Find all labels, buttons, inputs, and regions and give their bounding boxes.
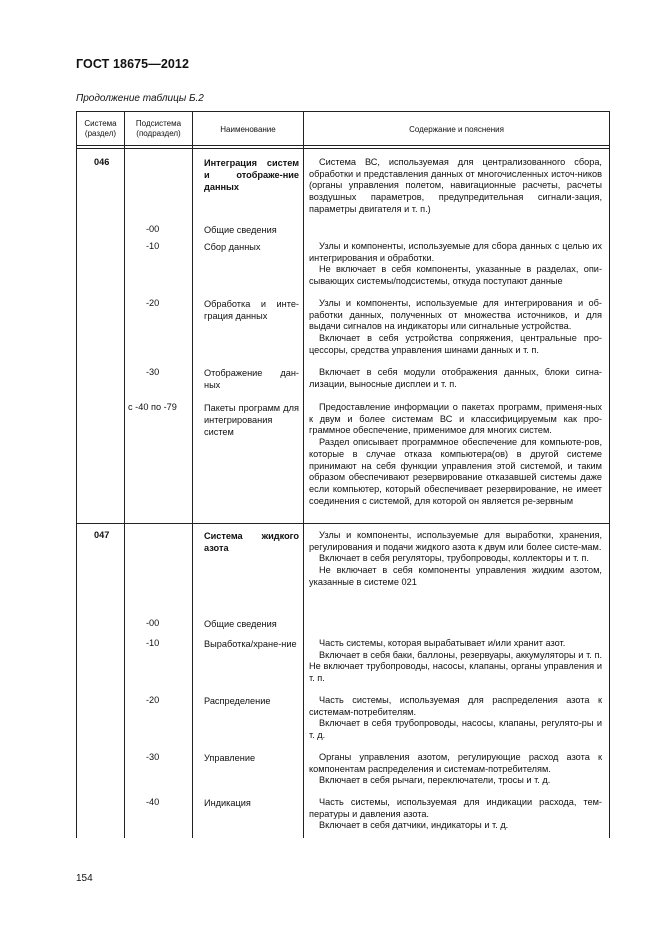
row-content: [309, 638, 602, 685]
content-paragraph: Система ВС, используемая для централизованного сбора, обработки и представления данных от многочисленных источ-ников (органы управления полетом, навигационные расчеты, расчеты воздушных параметров, предупредительная сигнали-зация, параметры двигателя и т. п.): [309, 157, 602, 214]
row-content: [309, 241, 602, 288]
row-name: Выработка/хране-ние: [204, 639, 297, 649]
subsystem-code: -20: [146, 298, 160, 308]
subsystem-code: -40: [146, 797, 160, 807]
content-paragraph: Часть системы, которая вырабатывает и/или хранит азот.: [319, 638, 566, 648]
document-title: ГОСТ 18675—2012: [76, 57, 190, 71]
subsystem-code: -10: [146, 241, 160, 251]
row-content: [309, 298, 602, 357]
subsystem-code: -30: [146, 752, 160, 762]
content-paragraph: Узлы и компоненты, используемые для интегрирования и об-работки данных, полученных от множества источников, и для выдачи сигналов на индикаторы или сигнальные устройства.: [309, 298, 602, 332]
header-content: Содержание и пояснения: [409, 125, 504, 134]
row-content: [309, 695, 602, 742]
subsystem-code: -10: [146, 638, 160, 648]
page-number: 154: [76, 873, 93, 884]
content-paragraph: Не включает в себя компоненты, указанные в разделах, опи-сывающих системы/подсистемы, откуда поступают данные: [309, 264, 602, 287]
content-paragraph: Предоставление информации о пакетах программ, применя-ных к двум и более системам ВС и классифицируемым как про-граммное обеспечение, применимое для многих систем.: [309, 402, 602, 436]
subsystem-code: с -40 по -79: [128, 402, 177, 412]
row-name: Распределение: [204, 696, 271, 706]
content-paragraph: Узлы и компоненты, используемые для выработки, хранения, регулирования и подачи жидкого азота к двум или более систе-мам.: [309, 530, 602, 552]
system-code: 046: [94, 157, 110, 167]
content-paragraph: Включает в себя регуляторы, трубопроводы, коллекторы и т. п.: [319, 553, 589, 564]
content-paragraph: Включает в себя устройства сопряжения, центральные про-цессоры, средства управления шинами данных и т. п.: [309, 333, 602, 355]
row-content: [309, 402, 602, 507]
row-name: Сбор данных: [204, 242, 261, 252]
content-paragraph: Часть системы, используемая для распределения азота к системам-потребителям.: [309, 695, 602, 717]
row-name: Индикация: [204, 798, 251, 808]
row-name: Отображение дан-ных: [204, 368, 299, 390]
content-paragraph: Включает в себя баки, баллоны, резервуары, аккумуляторы и т. п. Не включает трубопроводы, насосы, клапаны, органы управления и т. п.: [309, 649, 602, 684]
row-name: Обработка и инте-грация данных: [204, 299, 299, 321]
content-paragraph: Включает в себя модули отображения данных, блоки сигна-лизации, выносные дисплеи и т. п.: [309, 367, 602, 389]
content-paragraph: Включает в себя датчики, индикаторы и т. д.: [319, 820, 509, 831]
content-paragraph: Органы управления азотом, регулирующие расход азота к компонентам распределения и системам-потребителям.: [309, 752, 602, 774]
row-name: Интеграция систем и отображе-ние данных: [204, 158, 299, 192]
content-paragraph: Часть системы, используемая для индикации расхода, тем-пературы и давления азота.: [309, 797, 602, 819]
content-paragraph: Раздел описывает программное обеспечение для компьюте-ров, которые в случае отказа компьютера(ов) в другой системе принимают на себя функции управления этой системой, и таким образом обеспечивают резервирование отказавшей системы даже если компьютер, который обеспечивает резервирование, не имеет соединения с системой, для которой он является ре-зервным: [309, 437, 602, 506]
row-content: [309, 367, 602, 390]
row-name: Общие сведения: [204, 225, 277, 235]
header-system: Система (раздел): [84, 119, 117, 138]
system-code: 047: [94, 530, 110, 540]
header-subsystem: Подсистема (подраздел): [135, 119, 182, 138]
subsystem-code: -20: [146, 695, 160, 705]
row-name: Общие сведения: [204, 619, 277, 629]
header-name: Наименование: [220, 125, 276, 134]
content-paragraph: Включает в себя трубопроводы, насосы, клапаны, регулято-ры и т. д.: [309, 718, 602, 741]
row-content: [309, 157, 602, 216]
row-content: [309, 752, 602, 787]
row-name: Система жидкого азота: [204, 531, 299, 553]
content-paragraph: Не включает в себя компоненты управления жидким азотом, указанные в системе 021: [309, 565, 602, 587]
row-content: [309, 797, 602, 832]
row-name: Управление: [204, 753, 256, 763]
subsystem-code: -30: [146, 367, 160, 377]
content-paragraph: Узлы и компоненты, используемые для сбора данных с целью их интегрирования и обработки.: [309, 241, 602, 263]
subsystem-code: -00: [146, 224, 160, 234]
content-paragraph: Включает в себя рычаги, переключатели, тросы и т. д.: [319, 775, 551, 786]
row-content: [309, 530, 602, 589]
table-caption: Продолжение таблицы Б.2: [76, 93, 204, 104]
subsystem-code: -00: [146, 618, 160, 628]
row-name: Пакеты программ для интегрирования систем: [204, 403, 299, 437]
